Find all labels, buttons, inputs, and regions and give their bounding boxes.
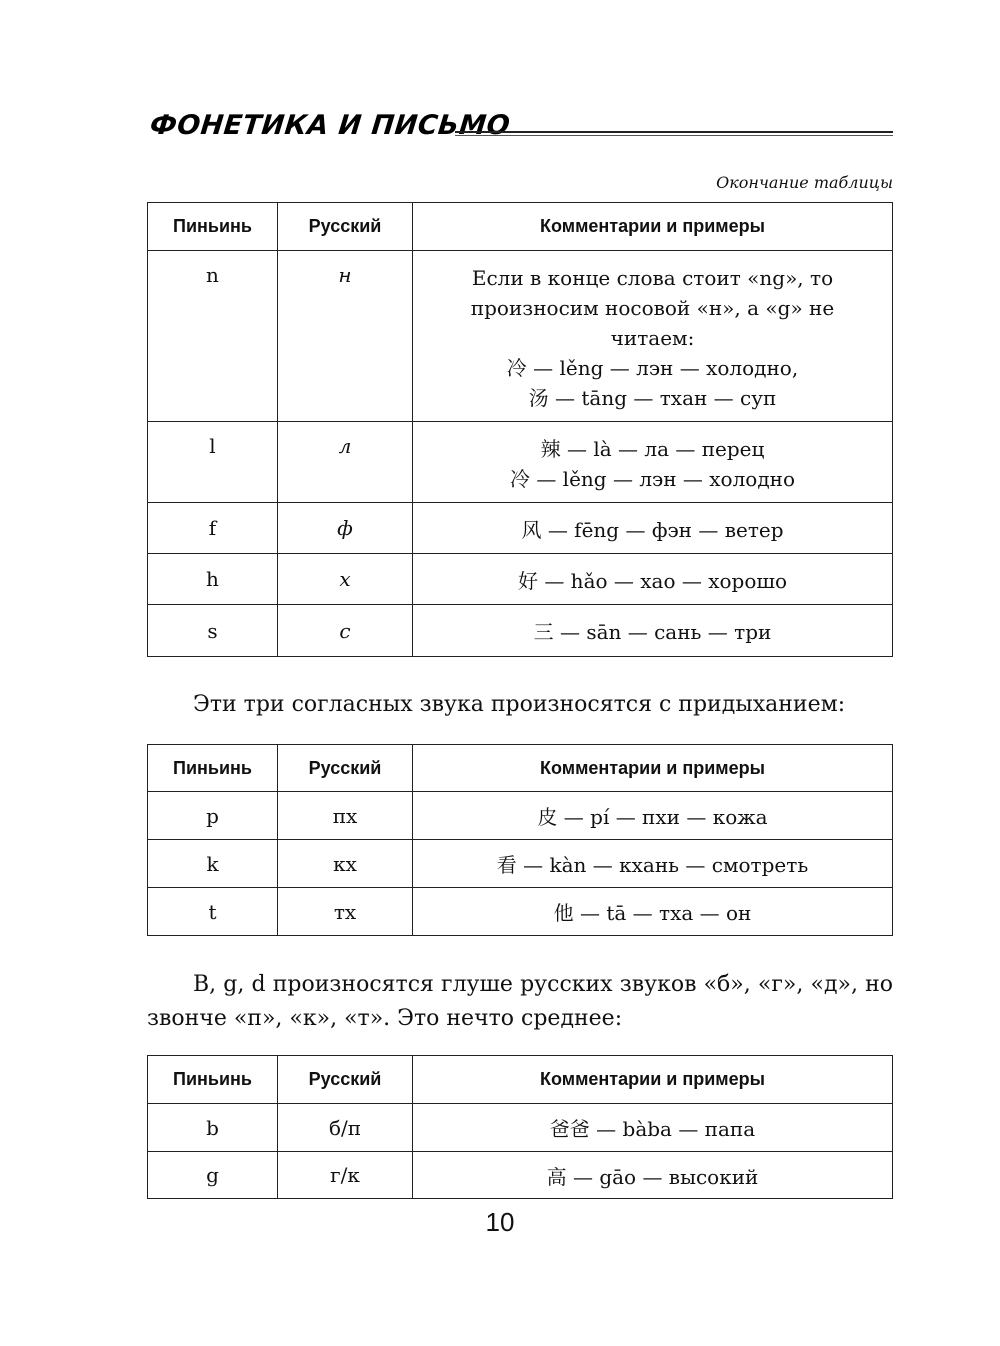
comment-line: 辣 — là — ла — перец (540, 437, 765, 461)
russian-cell: л (278, 422, 413, 503)
russian-cell: ф (278, 503, 413, 554)
comments-cell: 高 — gāo — высокий (413, 1152, 893, 1199)
russian-cell: тх (278, 888, 413, 936)
comments-cell: 皮 — pí — пхи — кожа (413, 792, 893, 840)
pinyin-cell: b (148, 1104, 278, 1152)
comment-line: 冷 — lěng — лэн — холодно, (506, 356, 799, 380)
col-header-pinyin: Пиньинь (148, 203, 278, 251)
comments-cell: 风 — fēng — фэн — ветер (413, 503, 893, 554)
pinyin-cell: t (148, 888, 278, 936)
russian-cell: кх (278, 840, 413, 888)
pinyin-cell: n (148, 251, 278, 422)
pinyin-cell: s (148, 605, 278, 657)
table-header-row (148, 745, 893, 792)
table-row (148, 251, 893, 422)
comments-cell: 好 — hǎo — хао — хорошо (413, 554, 893, 605)
col-header-russian: Русский (278, 745, 413, 792)
table-row (148, 1104, 893, 1152)
pinyin-cell: h (148, 554, 278, 605)
comments-cell: 看 — kàn — кхань — смотреть (413, 840, 893, 888)
russian-cell: с (278, 605, 413, 657)
comment-line: 汤 — tāng — тхан — суп (528, 386, 777, 410)
col-header-comments: Комментарии и примеры (413, 203, 893, 251)
table-row (148, 792, 893, 840)
page-number: 10 (485, 1207, 515, 1237)
table-semi-voiced-consonants (147, 1055, 893, 1199)
comment-line: 冷 — lěng — лэн — холодно (509, 467, 796, 491)
russian-cell: пх (278, 792, 413, 840)
table-row (148, 1152, 893, 1199)
col-header-russian: Русский (278, 1056, 413, 1104)
pinyin-cell: p (148, 792, 278, 840)
comments-cell: 爸爸 — bàba — папа (413, 1104, 893, 1152)
comments-cell (413, 251, 893, 422)
table-row (148, 503, 893, 554)
table-row (148, 840, 893, 888)
table-row (148, 605, 893, 657)
col-header-comments: Комментарии и примеры (413, 745, 893, 792)
table-continuation-note: Окончание таблицы (716, 173, 893, 192)
pinyin-cell: f (148, 503, 278, 554)
russian-cell: г/к (278, 1152, 413, 1199)
comment-line: читаем: (610, 326, 695, 350)
paragraph-aspirated: Эти три согласных звука произносятся с придыханием: (193, 692, 846, 717)
russian-cell: х (278, 554, 413, 605)
col-header-russian: Русский (278, 203, 413, 251)
comment-line: Если в конце слова стоит «ng», то (471, 266, 834, 290)
pinyin-cell: k (148, 840, 278, 888)
col-header-pinyin: Пиньинь (148, 1056, 278, 1104)
table-aspirated-consonants (147, 744, 893, 936)
russian-cell: б/п (278, 1104, 413, 1152)
pinyin-cell: g (148, 1152, 278, 1199)
table-row (148, 422, 893, 503)
title-rule-divider (455, 131, 893, 136)
col-header-pinyin: Пиньинь (148, 745, 278, 792)
pinyin-cell: l (148, 422, 278, 503)
table-header-row (148, 1056, 893, 1104)
table-header-row (148, 203, 893, 251)
comments-cell: 他 — tā — тха — он (413, 888, 893, 936)
russian-cell: н (278, 251, 413, 422)
table-row (148, 888, 893, 936)
comment-line: произносим носовой «н», а «g» не (470, 296, 835, 320)
col-header-comments: Комментарии и примеры (413, 1056, 893, 1104)
table-consonants-continued (147, 202, 893, 657)
table-row (148, 554, 893, 605)
comments-cell: 三 — sān — сань — три (413, 605, 893, 657)
comments-cell (413, 422, 893, 503)
page-title: ФОНЕТИКА И ПИСЬМО (148, 110, 512, 141)
paragraph-voiced: B, g, d произносятся глуше русских звуков «б», «г», «д», но звонче «п», «к», «т». Это нечто среднее: (147, 972, 893, 1031)
